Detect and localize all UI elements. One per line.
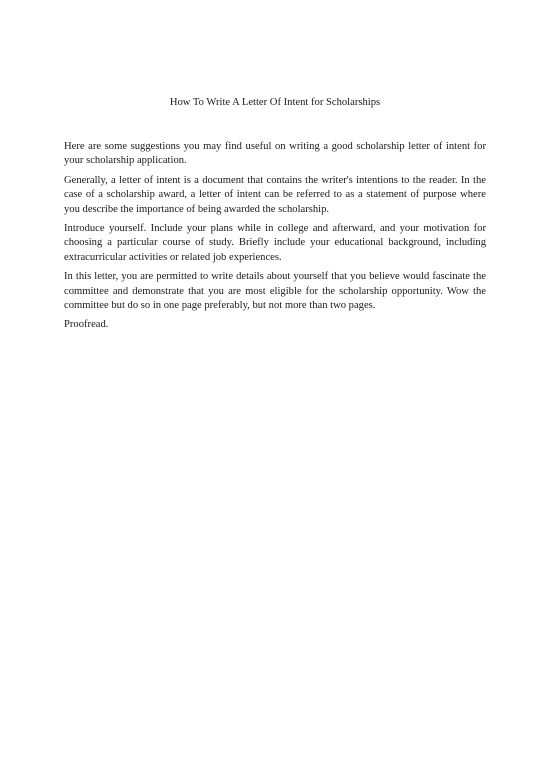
document-body <box>64 140 486 338</box>
paragraph-proofread: Proofread. <box>64 319 109 331</box>
document-title: How To Write A Letter Of Intent for Scholarships <box>169 97 381 108</box>
paragraph-details: In this letter, you are permitted to write details about yourself that you believe would fascinate the committee and demonstrate that you are most eligible for the scholarship opportunity. Wow the committee but do so in one page preferably, but not more than two pages. <box>64 271 486 312</box>
paragraph-definition: Generally, a letter of intent is a document that contains the writer's intentions to the reader. In the case of a scholarship award, a letter of intent can be referred to as a statement of purpose where you describe the importance of being awarded the scholarship. <box>64 174 486 215</box>
paragraph-intro: Here are some suggestions you may find useful on writing a good scholarship letter of intent for your scholarship application. <box>64 141 486 167</box>
paragraph-introduce-yourself: Introduce yourself. Include your plans while in college and afterward, and your motivation for choosing a particular course of study. Briefly include your educational background, including extracurricular activities or related job experiences. <box>64 223 486 263</box>
